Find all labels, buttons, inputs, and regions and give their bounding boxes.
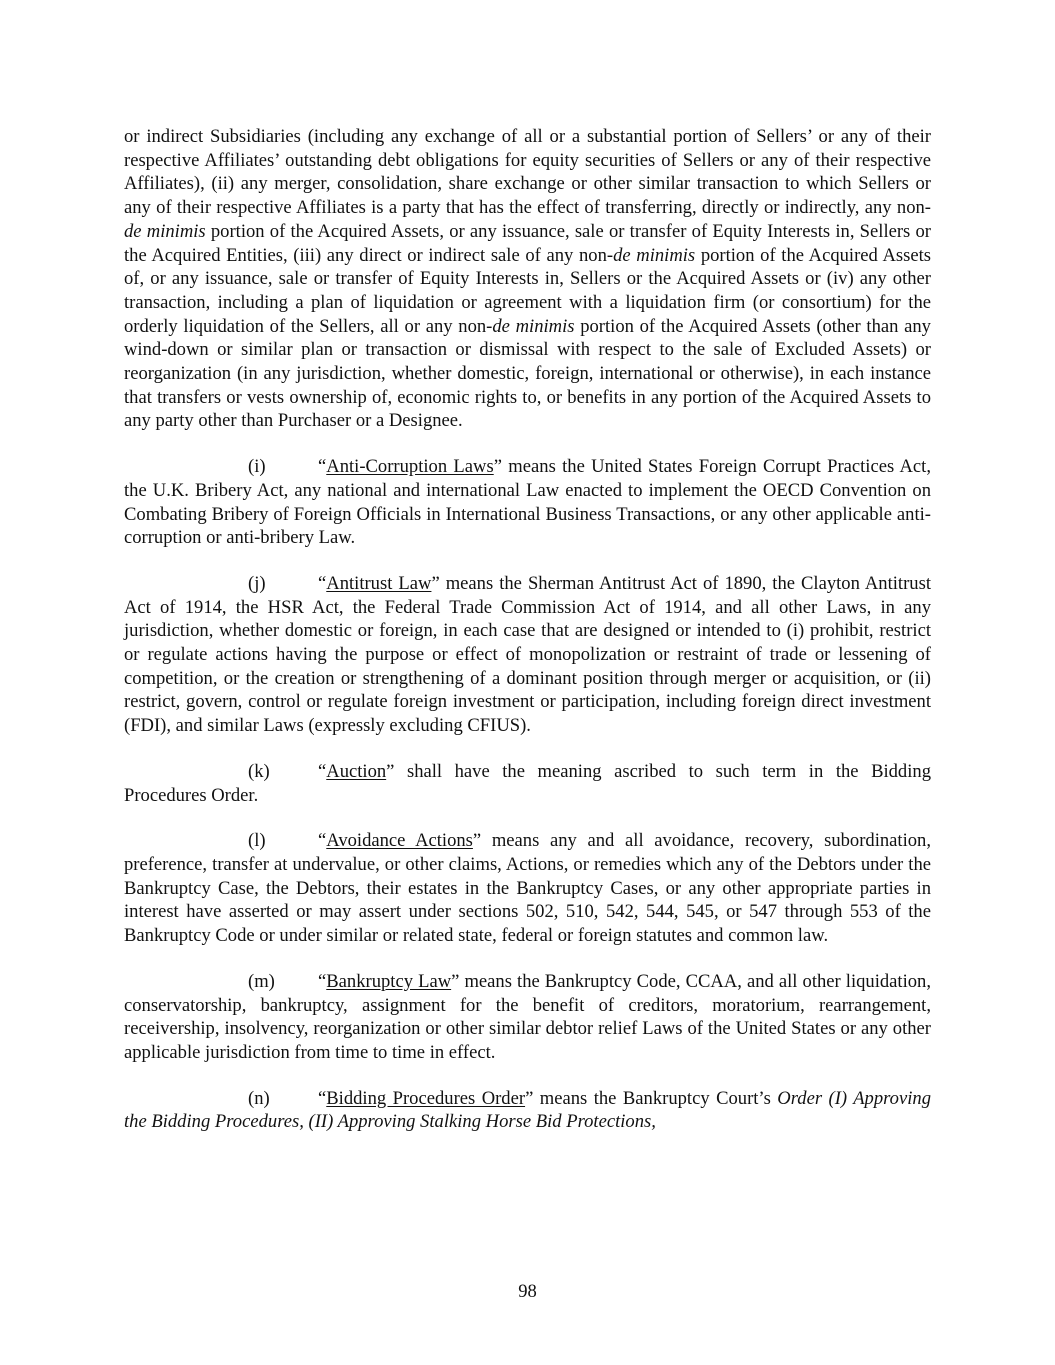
close-quote: ” bbox=[451, 970, 460, 992]
definition-body: means the Sherman Antitrust Act of 1890, the Clayton Antitrust Act of 1914, the HSR Act, the Federal Trade Commission Act of 1914, and all other Laws, in any jurisdiction, whether domestic or foreign, in each case that are designed or intended to (i) prohibit, restrict or regulate actions having the purpose or effect of monopolization or restraint of trade or lessening of competition, or the creation or strengthening of a dominant position through merger or acquisition, or (ii) restrict, govern, control or regulate foreign investment or participation, including foreign direct investment (FDI), and similar Laws (expressly excluding CFIUS). bbox=[124, 572, 931, 737]
definition-marker: (k) bbox=[248, 760, 270, 782]
defined-term: Bankruptcy Law bbox=[326, 970, 452, 992]
definition-marker: (l) bbox=[248, 830, 266, 852]
definition-k bbox=[124, 760, 931, 807]
close-quote: ” bbox=[493, 456, 502, 478]
defined-term: Anti-Corruption Laws bbox=[326, 456, 494, 478]
intro-text-2: portion of the Acquired Assets, or any issuance, sale or transfer of Equity Interests in, Sellers or the Acquired Entities, (iii) any direct or indirect sale of any non- bbox=[124, 220, 931, 266]
close-quote: ” bbox=[472, 830, 482, 852]
close-quote: ” bbox=[525, 1087, 534, 1109]
defined-term: Avoidance Actions bbox=[326, 830, 473, 852]
close-quote: ” bbox=[386, 760, 395, 782]
definition-marker: (i) bbox=[248, 456, 266, 478]
intro-text-3: portion of the Acquired Assets of, or any issuance, sale or transfer of Equity Interests in, Sellers or the Acquired Assets or (iv) any other transaction, including a plan of liquidation or agreement with a liquidation firm (or consortium) for the orderly liquidation of the Sellers, all or any non- bbox=[124, 244, 931, 337]
definition-body: shall have the meaning ascribed to such term in the Bidding Procedures Order. bbox=[124, 760, 931, 806]
intro-paragraph bbox=[124, 125, 931, 433]
definition-body: means the United States Foreign Corrupt Practices Act, the U.K. Bribery Act, any national and international Law enacted to implement the OECD Convention on Combating Bribery of Foreign Officials in International Business Transactions, or any other applicable anti-corruption or anti-bribery Law. bbox=[124, 456, 931, 549]
defined-term: Antitrust Law bbox=[326, 572, 432, 594]
intro-italic-2: de minimis bbox=[613, 244, 696, 266]
definition-n bbox=[124, 1087, 931, 1134]
open-quote: “ bbox=[318, 830, 327, 852]
definition-body: means the Bankruptcy Code, CCAA, and all other liquidation, conservatorship, bankruptcy, assignment for the benefit of creditors, moratorium, rearrangement, receivership, insolvency, reorganization or other similar debtor relief Laws of the United States or any other applicable jurisdiction from time to time in effect. bbox=[124, 970, 932, 1063]
close-quote: ” bbox=[431, 572, 440, 594]
document-page bbox=[124, 125, 931, 1156]
order-title-italic: Order (I) Approving the Bidding Procedures, (II) Approving Stalking Horse Bid Protections, bbox=[124, 1087, 931, 1133]
intro-text-1: or indirect Subsidiaries (including any exchange of all or a substantial portion of Sellers’ or any of their respective Affiliates’ outstanding debt obligations for equity securities of Sellers or any of their respective Affiliates), (ii) any merger, consolidation, share exchange or other similar transaction to which Sellers or any of their respective Affiliates is a party that has the effect of transferring, directly or indirectly, any non- bbox=[124, 126, 931, 219]
intro-italic-1: de minimis bbox=[124, 220, 206, 242]
open-quote: “ bbox=[318, 572, 327, 594]
definition-j bbox=[124, 572, 931, 738]
definition-m bbox=[124, 970, 931, 1065]
defined-term: Bidding Procedures Order bbox=[326, 1087, 526, 1109]
definition-l bbox=[124, 829, 931, 948]
open-quote: “ bbox=[318, 970, 327, 992]
definition-body: means any and all avoidance, recovery, subordination, preference, transfer at undervalue, or other claims, Actions, or remedies which any of the Debtors under the Bankruptcy Case, the Debtors, their estates in the Bankruptcy Cases, or any other appropriate parties in interest have asserted or may assert under sections 502, 510, 542, 544, 545, or 547 through 553 of the Bankruptcy Code or under similar or related state, federal or foreign statutes and common law. bbox=[124, 830, 931, 947]
intro-text-4: portion of the Acquired Assets (other than any wind-down or similar plan or transaction or dismissal with respect to the sale of Excluded Assets) or reorganization (in any jurisdiction, whether domestic, foreign, international or otherwise), in each instance that transfers or vests ownership of, economic rights to, or benefits in any portion of the Acquired Assets to any party other than Purchaser or a Designee. bbox=[124, 315, 931, 432]
open-quote: “ bbox=[318, 1087, 327, 1109]
definition-body: means the Bankruptcy Court’s bbox=[533, 1087, 778, 1109]
definition-i bbox=[124, 455, 931, 550]
definition-marker: (n) bbox=[248, 1087, 270, 1109]
intro-italic-3: de minimis bbox=[492, 315, 575, 337]
definition-marker: (m) bbox=[248, 970, 275, 992]
page-number: 98 bbox=[518, 1281, 537, 1302]
open-quote: “ bbox=[318, 760, 327, 782]
open-quote: “ bbox=[318, 456, 327, 478]
definition-marker: (j) bbox=[248, 572, 266, 594]
defined-term: Auction bbox=[326, 760, 387, 782]
